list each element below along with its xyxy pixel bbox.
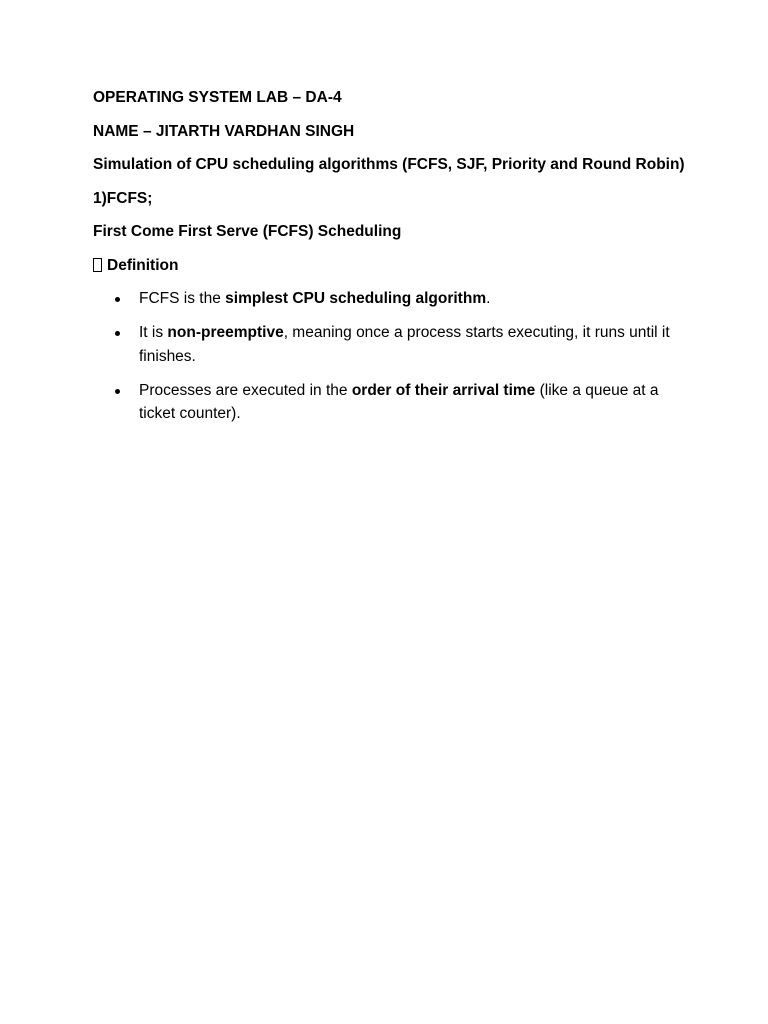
- list-item-emphasis: simplest CPU scheduling algorithm: [225, 290, 487, 307]
- list-item: [93, 321, 683, 368]
- list-item: [93, 379, 683, 426]
- bullet-icon: [115, 389, 120, 394]
- student-name: NAME – JITARTH VARDHAN SINGH: [93, 122, 355, 140]
- list-item-text: Processes are executed in the: [139, 381, 352, 399]
- list-item-emphasis: order of their arrival time: [351, 381, 536, 399]
- document-body: [93, 86, 683, 436]
- definition-list: [93, 287, 683, 426]
- list-item-emphasis: non-preemptive: [167, 324, 284, 341]
- list-item-text: It is: [139, 324, 168, 341]
- list-item-text: .: [486, 290, 491, 307]
- assignment-topic: Simulation of CPU scheduling algorithms (FCFS, SJF, Priority and Round Robin): [93, 156, 685, 173]
- lab-title: OPERATING SYSTEM LAB – DA-4: [93, 89, 342, 106]
- section-number: 1)FCFS;: [93, 189, 153, 207]
- section-heading: First Come First Serve (FCFS) Scheduling: [93, 223, 402, 240]
- list-item-text: (like a queue at a ticket counter).: [139, 381, 659, 422]
- bullet-icon: [115, 297, 120, 302]
- bullet-icon: [115, 331, 120, 336]
- list-item-text: , meaning once a process starts executing, it runs until it finishes.: [139, 324, 670, 365]
- definition-heading: [93, 254, 683, 277]
- list-item-text: FCFS is the: [139, 290, 226, 307]
- list-item: [93, 287, 683, 311]
- definition-label: Definition: [107, 256, 179, 274]
- missing-glyph-icon: [93, 258, 102, 272]
